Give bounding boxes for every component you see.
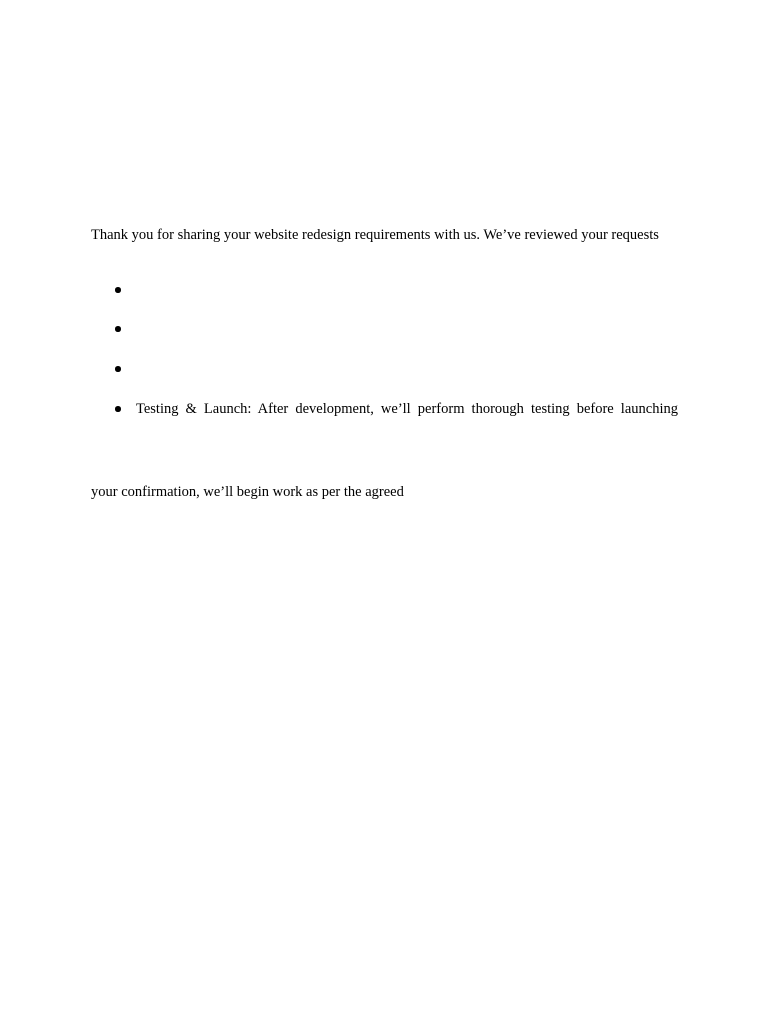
intro-paragraph: Thank you for sharing your website redesign requirements with us. We’ve reviewed your requests bbox=[91, 226, 659, 243]
bullet-icon bbox=[115, 406, 121, 412]
list-item bbox=[112, 360, 678, 378]
list-item-text: Testing & Launch: After development, we’ll perform thorough testing before launching bbox=[136, 401, 678, 417]
bullet-icon bbox=[115, 326, 121, 332]
list-item bbox=[112, 281, 678, 299]
bullet-icon bbox=[115, 287, 121, 293]
list-item bbox=[112, 400, 678, 418]
bullet-icon bbox=[115, 366, 121, 372]
closing-paragraph: your confirmation, we’ll begin work as per the agreed bbox=[91, 483, 404, 500]
list-item bbox=[112, 320, 678, 338]
